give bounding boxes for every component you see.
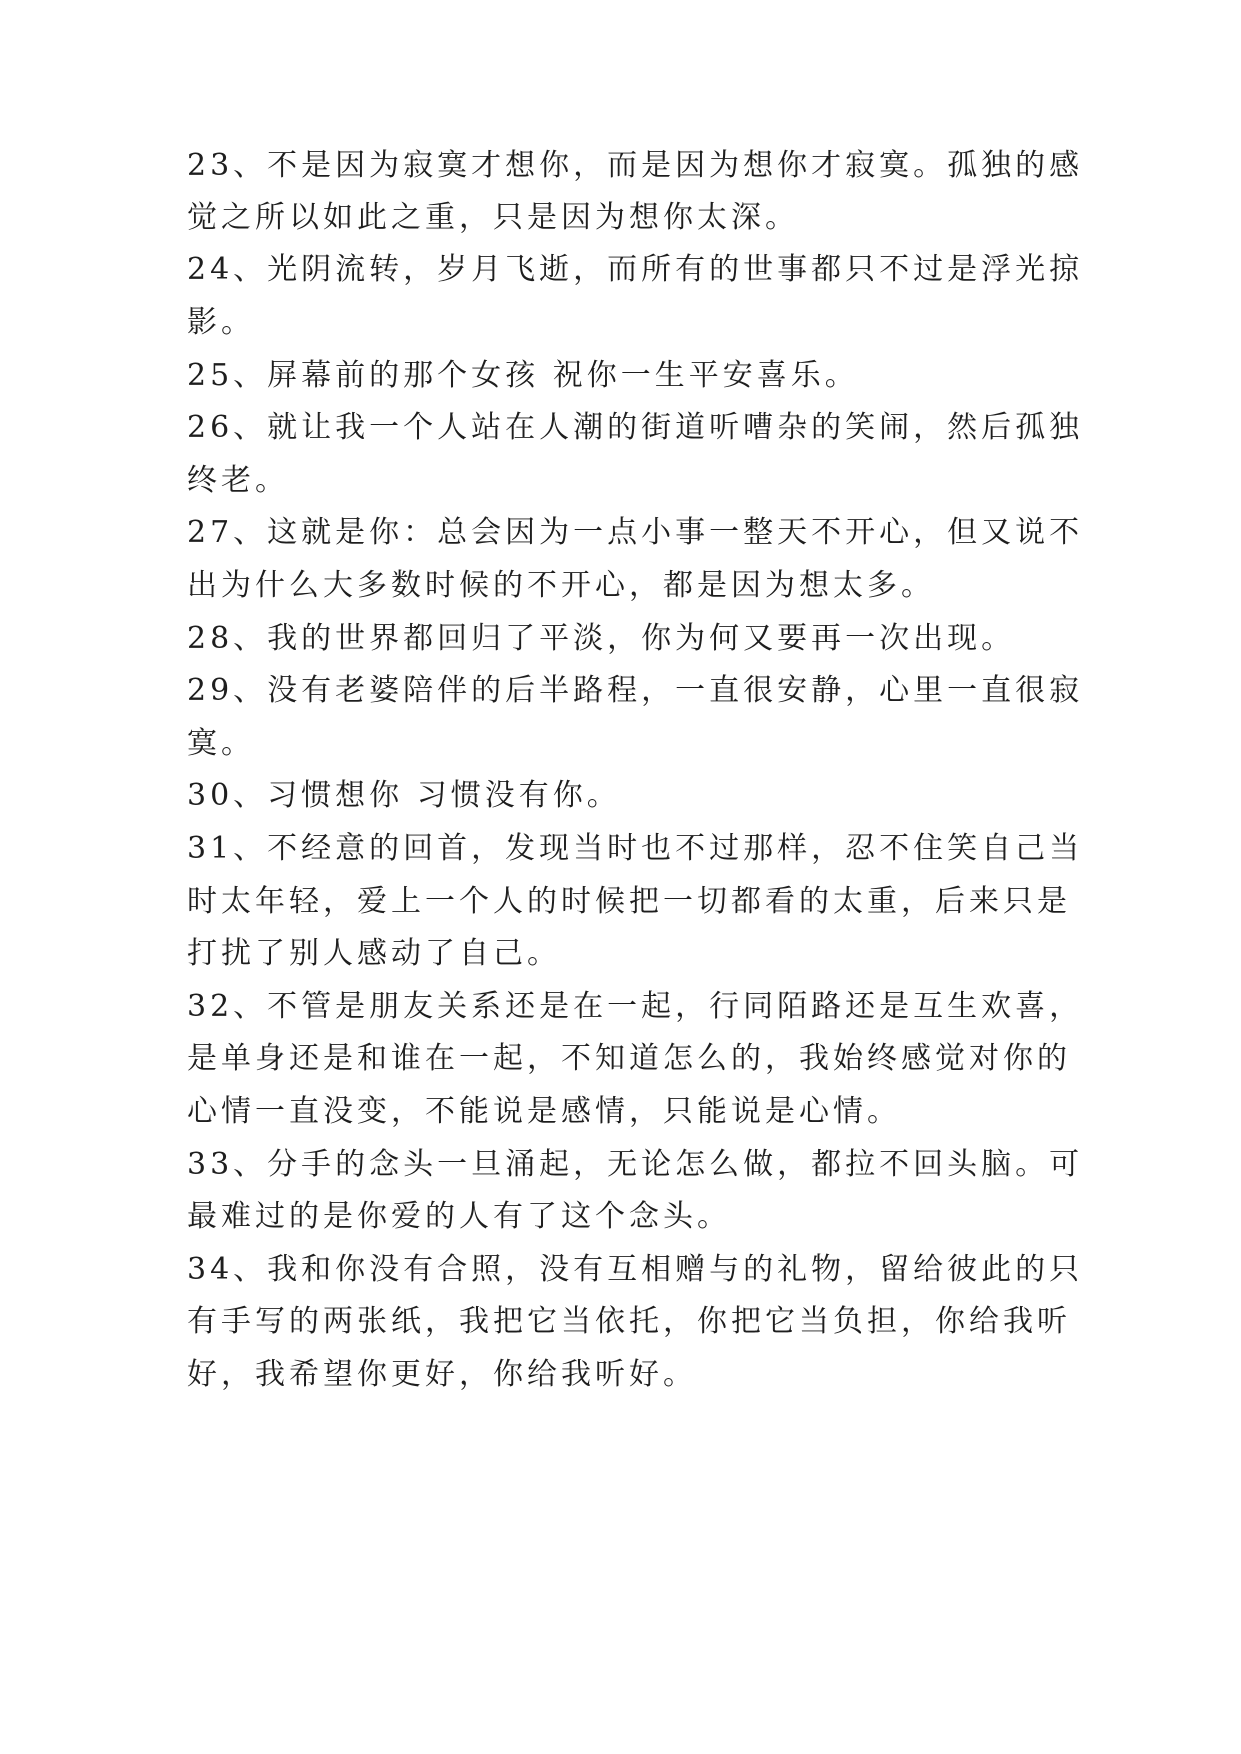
text-line: 好，我希望你更好，你给我听好。 bbox=[187, 1357, 697, 1392]
text-line: 28、我的世界都回归了平淡，你为何又要再一次出现。 bbox=[187, 621, 1016, 656]
text-line: 32、不管是朋友关系还是在一起，行同陌路还是互生欢喜， bbox=[187, 989, 1084, 1024]
text-line: 31、不经意的回首，发现当时也不过那样，忍不住笑自己当 bbox=[187, 831, 1084, 866]
text-line: 出为什么大多数时候的不开心，都是因为想太多。 bbox=[187, 568, 935, 603]
text-line: 心情一直没变，不能说是感情，只能说是心情。 bbox=[187, 1094, 901, 1129]
text-line: 觉之所以如此之重，只是因为想你太深。 bbox=[187, 200, 799, 235]
text-line: 寞。 bbox=[187, 726, 255, 761]
text-line: 最难过的是你爱的人有了这个念头。 bbox=[187, 1199, 731, 1234]
text-line: 30、习惯想你 习惯没有你。 bbox=[187, 778, 621, 813]
text-line: 25、屏幕前的那个女孩 祝你一生平安喜乐。 bbox=[187, 358, 859, 393]
text-line: 是单身还是和谁在一起，不知道怎么的，我始终感觉对你的 bbox=[187, 1041, 1071, 1076]
text-line: 27、这就是你：总会因为一点小事一整天不开心，但又说不 bbox=[187, 515, 1084, 550]
text-line: 24、光阴流转，岁月飞逝，而所有的世事都只不过是浮光掠 bbox=[187, 252, 1084, 287]
text-line: 时太年轻，爱上一个人的时候把一切都看的太重，后来只是 bbox=[187, 884, 1071, 919]
text-line: 有手写的两张纸，我把它当依托，你把它当负担，你给我听 bbox=[187, 1304, 1071, 1339]
text-line: 29、没有老婆陪伴的后半路程，一直很安静，心里一直很寂 bbox=[187, 673, 1084, 708]
text-line: 23、不是因为寂寞才想你，而是因为想你才寂寞。孤独的感 bbox=[187, 148, 1084, 183]
text-line: 打扰了别人感动了自己。 bbox=[187, 936, 561, 971]
text-line: 34、我和你没有合照，没有互相赠与的礼物，留给彼此的只 bbox=[187, 1252, 1084, 1287]
text-line: 33、分手的念头一旦涌起，无论怎么做，都拉不回头脑。可 bbox=[187, 1147, 1084, 1182]
text-line: 终老。 bbox=[187, 463, 289, 498]
text-line: 26、就让我一个人站在人潮的街道听嘈杂的笑闹，然后孤独 bbox=[187, 410, 1084, 445]
text-line: 影。 bbox=[187, 305, 255, 340]
